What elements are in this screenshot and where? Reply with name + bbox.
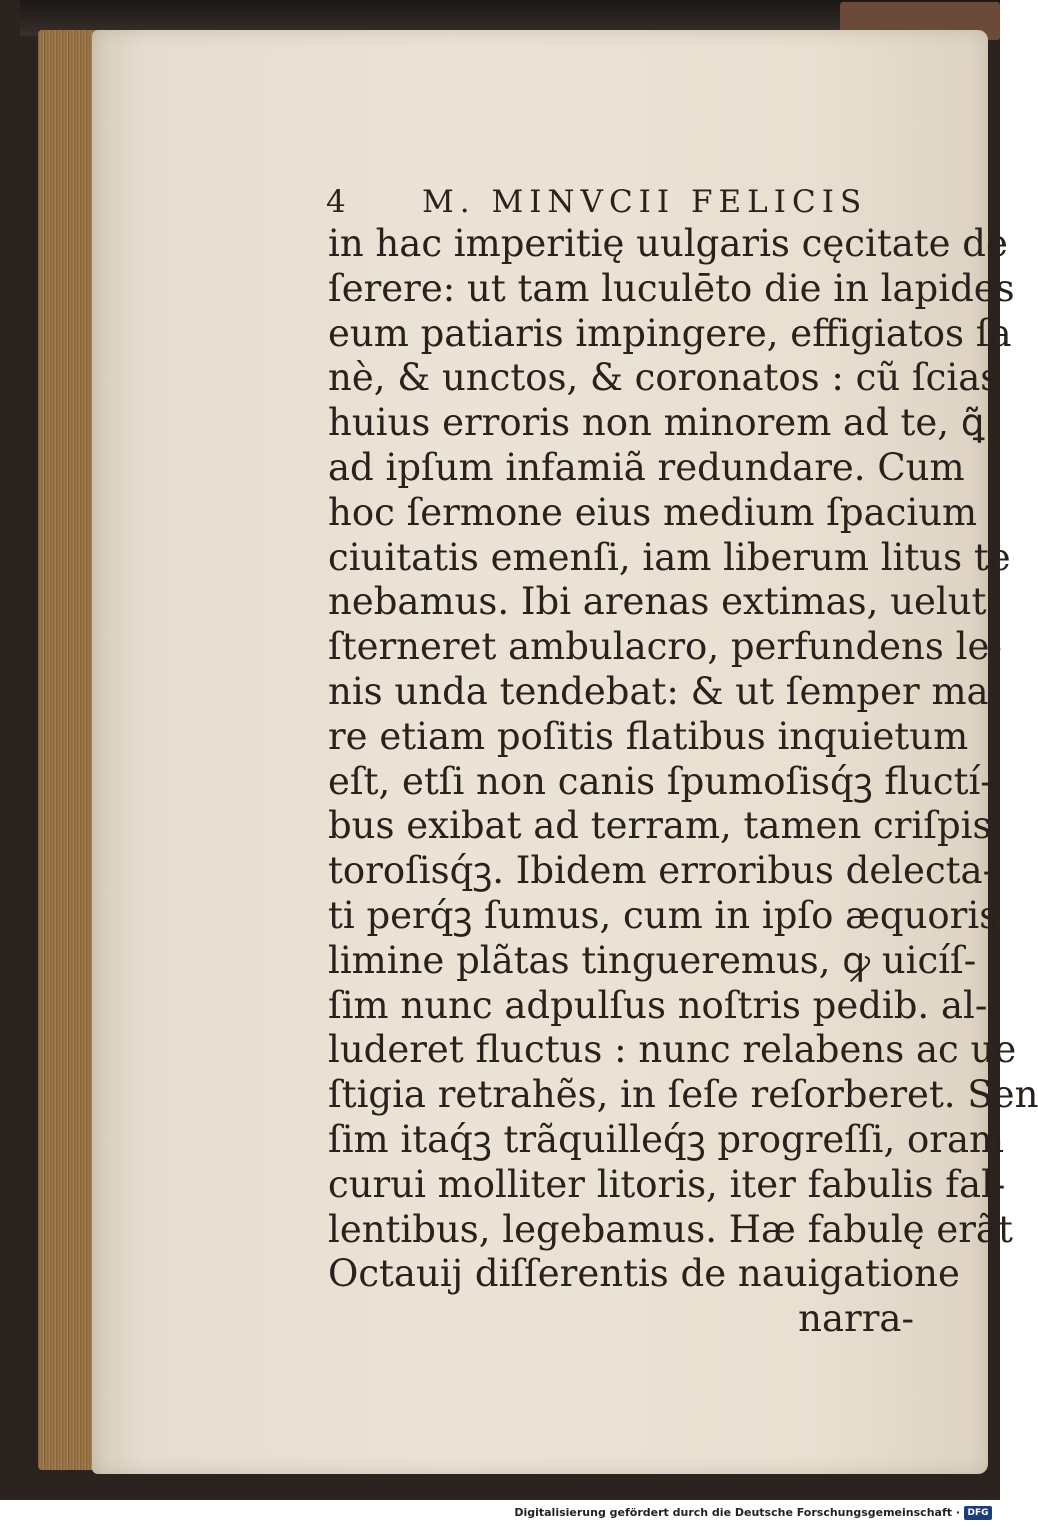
text-line: lentibus, legebamus. Hæ fabulę erãt bbox=[328, 1207, 1013, 1251]
text-line: huius erroris non minorem ad te, ꝗ̃ bbox=[328, 401, 985, 445]
footer-band bbox=[0, 1500, 1000, 1526]
text-line: eum patiaris impingere, effigiatos ſa bbox=[328, 311, 1012, 355]
text-line: ſim nunc adpulſus noſtris pedib. al- bbox=[328, 983, 988, 1027]
text-line: ciuitatis emenſi, iam liberum litus te bbox=[328, 535, 1011, 579]
text-line: luderet fluctus : nunc relabens ac ue bbox=[328, 1028, 1017, 1072]
text-line: ſerere: ut tam luculēto die in lapides bbox=[328, 266, 1015, 310]
text-line: re etiam poſitis flatibus inquietum bbox=[328, 714, 969, 758]
body-text bbox=[328, 222, 1038, 1342]
text-line: nebamus. Ibi arenas extimas, uelut bbox=[328, 580, 987, 624]
text-line: toroſisq́ꝫ. Ibidem erroribus delecta- bbox=[328, 849, 996, 893]
text-line: limine plãtas tingueremus, ꝙ uicíſ- bbox=[328, 938, 977, 982]
text-line: nè, & unctos, & coronatos : cũ ſcias bbox=[328, 356, 1000, 400]
text-line: ſtigia retrahẽs, in ſeſe reſorberet. Sen bbox=[328, 1073, 1038, 1117]
text-line: bus exibat ad terram, tamen criſpis bbox=[328, 804, 992, 848]
catchword: narra- bbox=[798, 1297, 914, 1341]
text-line: ſim itaq́ꝫ trãquilleq́ꝫ progreſſi, oram bbox=[328, 1117, 1005, 1161]
text-line: curui molliter litoris, iter fabulis fal- bbox=[328, 1162, 1006, 1206]
funding-credit: Digitalisierung gefördert durch die Deutsche Forschungsgemeinschaft · bbox=[514, 1506, 960, 1519]
text-line: eſt, etſi non canis ſpumoſisq́ꝫ fluctí- bbox=[328, 759, 993, 803]
text-line: ad ipſum infamiã redundare. Cum bbox=[328, 445, 965, 489]
page-number: 4 bbox=[326, 184, 351, 220]
dfg-logo: DFG bbox=[964, 1506, 992, 1520]
text-line: hoc ſermone eius medium ſpacium bbox=[328, 490, 978, 534]
running-title: M. MINVCII FELICIS bbox=[422, 184, 868, 220]
text-line: ti perq́ꝫ ſumus, cum in ipſo æquoris bbox=[328, 893, 999, 937]
text-line: Octauij diſſerentis de nauigatione bbox=[328, 1252, 960, 1296]
text-line: nis unda tendebat: & ut ſemper ma- bbox=[328, 669, 1002, 713]
text-line: in hac imperitię uulgaris cęcitate de bbox=[328, 222, 1008, 265]
text-line: ſterneret ambulacro, perfundens le- bbox=[328, 625, 1002, 669]
